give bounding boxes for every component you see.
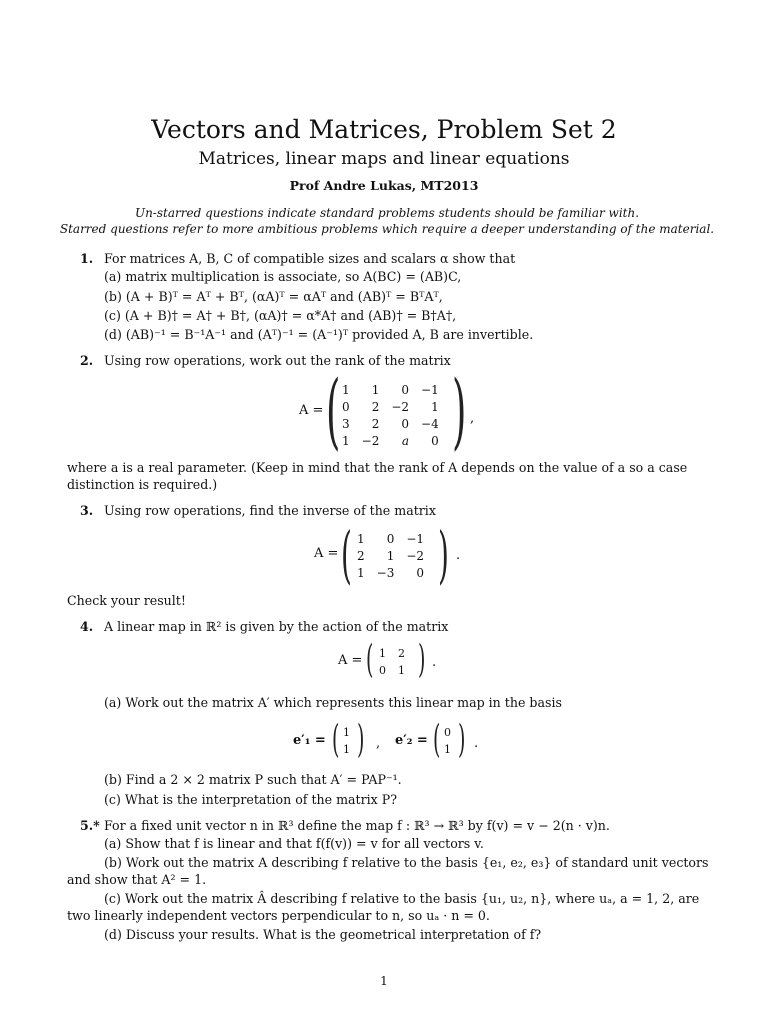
problem-1-part-d: (d) (AB)⁻¹ = B⁻¹A⁻¹ and (Aᵀ)⁻¹ = (A⁻¹)ᵀ provided A, B are invertible. (104, 327, 534, 342)
matrix-row (336, 398, 445, 415)
problem-3-after: Check your result! (67, 593, 186, 608)
matrix-cell: 2 (371, 416, 380, 431)
matrix-row (351, 547, 430, 564)
problem-1-part-a: (a) matrix multiplication is associate, so A(BC) = (AB)C, (104, 269, 462, 284)
matrix-cell: a (401, 433, 410, 448)
matrix-cell: 1 (379, 647, 386, 660)
matrix-cell: −1 (421, 382, 439, 397)
problem-2-stem: Using row operations, work out the rank of the matrix (104, 353, 451, 368)
matrix-cell: 0 (416, 565, 425, 580)
matrix-row (337, 741, 356, 758)
vector-cell: 1 (444, 743, 451, 756)
vector-cell: 1 (343, 743, 350, 756)
problem-3-number: 3. (80, 503, 94, 518)
vector-cell: 1 (343, 726, 350, 739)
intro-line-1: Un-starred questions indicate standard problems students should be familiar with. (134, 206, 640, 220)
problem-1-part-c: (c) (A + B)† = A† + B†, (αA)† = α*A† and (AB)† = B†A†, (104, 308, 457, 323)
matrix-cell: 0 (379, 664, 386, 677)
matrix-row (336, 381, 445, 398)
matrix-row (351, 564, 430, 581)
problem-5-part-d: (d) Discuss your results. What is the geometrical interpretation of f? (104, 927, 542, 942)
problem-4-e2-left-paren: ( (433, 717, 441, 761)
problem-2-left-paren: ( (326, 364, 341, 459)
problem-4-part-a: (a) Work out the matrix A′ which represents this linear map in the basis (104, 695, 562, 710)
problem-4-e2-vector (438, 724, 457, 758)
problem-4-e1-left-paren: ( (332, 717, 340, 761)
problem-4-matrix (373, 645, 411, 679)
problem-4-left-paren: ( (366, 637, 374, 681)
problem-4-e1-lhs: e′₁ = (293, 733, 326, 748)
matrix-row (337, 724, 356, 741)
problem-3-trail: . (456, 548, 461, 563)
problem-4-e2-lhs: e′₂ = (395, 733, 428, 748)
problem-2-matrix (336, 381, 445, 449)
intro-line-2: Starred questions refer to more ambitious problems which require a deeper understanding of the material. (59, 222, 715, 236)
matrix-cell: 1 (386, 548, 395, 563)
problem-5-part-c-1: (c) Work out the matrix Â describing f relative to the basis {u₁, u₂, n}, where uₐ, a = 1, 2, are (104, 891, 700, 906)
problem-3-lhs: A = (314, 546, 339, 561)
problem-3-stem: Using row operations, find the inverse of the matrix (104, 503, 436, 518)
matrix-cell: 2 (398, 647, 405, 660)
matrix-row (373, 645, 411, 662)
matrix-cell: 0 (342, 399, 350, 414)
matrix-row (336, 415, 445, 432)
problem-4-part-b: (b) Find a 2 × 2 matrix P such that A′ = PAP⁻¹. (104, 772, 402, 787)
matrix-cell: 1 (398, 664, 405, 677)
problem-4-right-paren: ) (418, 637, 426, 681)
page-title: Vectors and Matrices, Problem Set 2 (151, 115, 617, 144)
problem-5-number: 5.* (80, 818, 100, 833)
problem-4-stem: A linear map in ℝ² is given by the action of the matrix (104, 619, 449, 634)
author-line: Prof Andre Lukas, MT2013 (289, 178, 479, 193)
matrix-cell: 1 (357, 565, 365, 580)
matrix-row (336, 432, 445, 449)
matrix-cell: 0 (401, 416, 410, 431)
matrix-row (373, 662, 411, 679)
matrix-cell: 0 (386, 531, 395, 546)
problem-4-part-c: (c) What is the interpretation of the matrix P? (104, 792, 397, 807)
matrix-cell: 2 (357, 548, 365, 563)
problem-2-after-2: distinction is required.) (67, 477, 218, 492)
matrix-cell: 0 (401, 382, 410, 397)
matrix-cell: 0 (431, 433, 439, 448)
matrix-cell: 1 (357, 531, 365, 546)
problem-1-stem: For matrices A, B, C of compatible sizes and scalars α show that (104, 251, 516, 266)
problem-4-e1-right-paren: ) (357, 717, 365, 761)
problem-3-matrix (351, 530, 430, 581)
matrix-cell: 3 (342, 416, 350, 431)
matrix-row (351, 530, 430, 547)
problem-4-e1-vector (337, 724, 356, 758)
matrix-cell: 1 (342, 382, 350, 397)
matrix-row (438, 741, 457, 758)
problem-2-lhs: A = (299, 403, 324, 418)
problem-4-number: 4. (80, 619, 94, 634)
problem-4-trail: . (432, 655, 437, 670)
problem-2-after-1: where a is a real parameter. (Keep in mind that the rank of A depends on the value of a so a case (67, 460, 688, 475)
problem-2-right-paren: ) (452, 364, 467, 459)
problem-5-part-a: (a) Show that f is linear and that f(f(v)) = v for all vectors v. (104, 836, 484, 851)
matrix-cell: −2 (391, 399, 410, 414)
problem-2-trail: , (470, 411, 475, 426)
problem-4-separator: , (376, 736, 381, 751)
page-number: 1 (380, 974, 388, 988)
problem-4-lhs: A = (338, 653, 363, 668)
matrix-row (438, 724, 457, 741)
page-subtitle: Matrices, linear maps and linear equations (198, 149, 570, 169)
problem-5-stem: For a fixed unit vector n in ℝ³ define the map f : ℝ³ → ℝ³ by f(v) = v − 2(n · v)n. (104, 818, 610, 833)
problem-5-part-b-1: (b) Work out the matrix A describing f relative to the basis {e₁, e₂, e₃} of standard unit vectors (104, 855, 709, 870)
vector-cell: 0 (444, 726, 451, 739)
problem-5-part-b-2: and show that A² = 1. (67, 872, 207, 887)
problem-2-number: 2. (80, 353, 94, 368)
matrix-cell: −1 (406, 531, 425, 546)
matrix-cell: 1 (342, 433, 350, 448)
problem-3-right-paren: ) (438, 518, 449, 591)
matrix-cell: 1 (431, 399, 439, 414)
matrix-cell: 1 (371, 382, 380, 397)
matrix-cell: −2 (406, 548, 425, 563)
problem-5-part-c-2: two linearly independent vectors perpendicular to n, so uₐ · n = 0. (67, 908, 490, 923)
matrix-cell: −4 (421, 416, 439, 431)
problem-4-e2-right-paren: ) (458, 717, 466, 761)
problem-3-left-paren: ( (341, 518, 352, 591)
problem-1-number: 1. (80, 251, 94, 266)
matrix-cell: −3 (376, 565, 395, 580)
matrix-cell: −2 (361, 433, 380, 448)
problem-1-part-b: (b) (A + B)ᵀ = Aᵀ + Bᵀ, (αA)ᵀ = αAᵀ and (AB)ᵀ = BᵀAᵀ, (104, 289, 443, 304)
matrix-cell: 2 (371, 399, 380, 414)
problem-4-e-trail: . (474, 736, 479, 751)
